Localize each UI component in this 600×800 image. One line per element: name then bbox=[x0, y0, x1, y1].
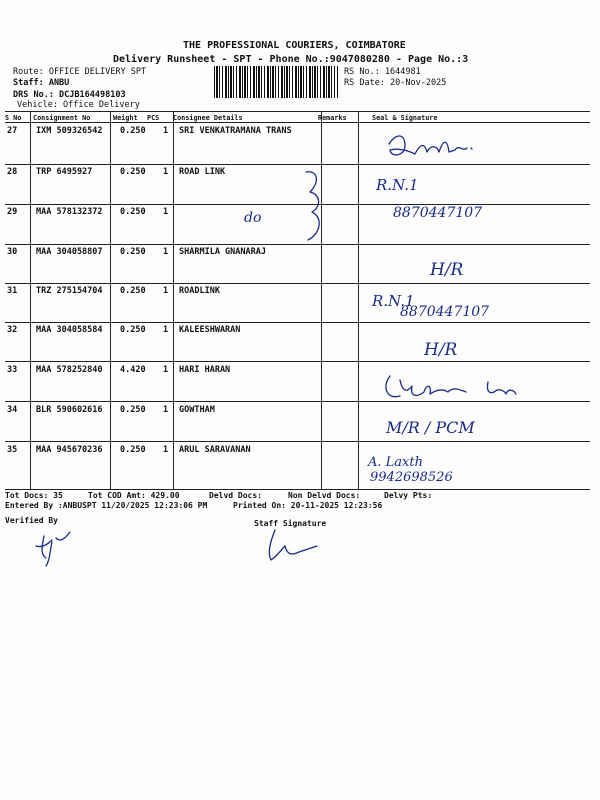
cell-consignee: ROAD LINK bbox=[179, 167, 226, 177]
cell-pcs: 1 bbox=[163, 405, 169, 415]
cell-sno: 31 bbox=[7, 286, 18, 296]
verified-by-signature bbox=[30, 528, 80, 568]
cell-sno: 27 bbox=[7, 126, 18, 136]
cell-consignment: MAA 945670236 bbox=[36, 445, 103, 455]
cell-consignee: ARUL SARAVANAN bbox=[179, 445, 251, 455]
cell-consignment: MAA 578252840 bbox=[36, 365, 103, 375]
table-header-divider bbox=[5, 122, 590, 123]
delivered-docs: Delvd Docs: bbox=[209, 491, 262, 500]
rs-date: RS Date: 20-Nov-2025 bbox=[344, 78, 447, 88]
row-divider bbox=[5, 441, 590, 442]
vehicle-label: Vehicle: Office Delivery bbox=[17, 100, 140, 110]
signature-row-27 bbox=[385, 130, 485, 166]
row-divider bbox=[5, 204, 590, 205]
row-divider bbox=[5, 322, 590, 323]
cell-sno: 32 bbox=[7, 325, 18, 335]
cell-weight: 0.250 bbox=[120, 207, 146, 217]
row-divider bbox=[5, 361, 590, 362]
col-divider bbox=[173, 111, 174, 489]
cell-sno: 30 bbox=[7, 247, 18, 257]
route-label: Route: OFFICE DELIVERY SPT bbox=[13, 67, 147, 77]
cell-weight: 0.250 bbox=[120, 286, 146, 296]
col-divider bbox=[110, 111, 111, 489]
cell-consignment: BLR 590602616 bbox=[36, 405, 103, 415]
cell-weight: 0.250 bbox=[120, 405, 146, 415]
cell-consignee: HARI HARAN bbox=[179, 365, 231, 375]
col-header-seal-signature: Seal & Signature bbox=[372, 114, 438, 122]
cell-pcs: 1 bbox=[163, 365, 169, 375]
document-subtitle: Delivery Runsheet - SPT - Phone No.:9047080280 - Page No.:3 bbox=[113, 54, 469, 65]
cell-weight: 0.250 bbox=[120, 167, 146, 177]
staff-signature-mark bbox=[263, 526, 323, 566]
col-header-sno: S No bbox=[5, 114, 22, 122]
cell-consignment: TRP 6495927 bbox=[36, 167, 93, 177]
cell-consignment: MAA 304058584 bbox=[36, 325, 103, 335]
cell-pcs: 1 bbox=[163, 207, 169, 217]
staff-signature-label: Staff Signature bbox=[254, 519, 327, 528]
table-bottom-border bbox=[5, 489, 590, 490]
cell-sno: 35 bbox=[7, 445, 18, 455]
cell-weight: 0.250 bbox=[120, 325, 146, 335]
total-docs: Tot Docs: 35 bbox=[5, 491, 63, 500]
signature-row-33 bbox=[380, 370, 530, 404]
rs-number: RS No.: 1644981 bbox=[344, 67, 421, 77]
cell-weight: 0.250 bbox=[120, 126, 146, 136]
row-divider bbox=[5, 164, 590, 165]
col-divider bbox=[358, 111, 359, 489]
cell-consignee: ROADLINK bbox=[179, 286, 220, 296]
col-header-pcs: PCS bbox=[147, 114, 160, 122]
cell-pcs: 1 bbox=[163, 126, 169, 136]
handwritten-initials-row-32: H/R bbox=[424, 340, 458, 360]
entered-by: Entered By :ANBUSPT 11/20/2025 12:23:06 PM bbox=[5, 501, 208, 510]
cell-consignment: MAA 578132372 bbox=[36, 207, 103, 217]
staff-label: Staff: ANBU bbox=[13, 78, 70, 88]
bracket-mark bbox=[300, 168, 330, 244]
handwritten-phone-row-35: 9942698526 bbox=[370, 470, 453, 485]
handwritten-ditto-row-29: do bbox=[244, 210, 262, 226]
cell-sno: 29 bbox=[7, 207, 18, 217]
cell-sno: 33 bbox=[7, 365, 18, 375]
handwritten-note-row-31: R.N.1 bbox=[372, 292, 415, 310]
verified-by-label: Verified By bbox=[5, 516, 58, 525]
total-cod-amount: Tot COD Amt: 429.00 bbox=[88, 491, 180, 500]
cell-consignee: KALEESHWARAN bbox=[179, 325, 241, 335]
cell-consignment: IXM 509326542 bbox=[36, 126, 103, 136]
cell-consignee: SHARMILA GNANARAJ bbox=[179, 247, 266, 257]
printed-on: Printed On: 20-11-2025 12:23:56 bbox=[233, 501, 383, 510]
handwritten-note-row-28: R.N.1 bbox=[376, 176, 419, 194]
col-header-weight: Weight bbox=[113, 114, 138, 122]
cell-weight: 4.420 bbox=[120, 365, 146, 375]
col-header-consignee: Consignee Details bbox=[173, 114, 243, 122]
handwritten-phone-row-31: 8870447107 bbox=[400, 304, 490, 320]
cell-pcs: 1 bbox=[163, 325, 169, 335]
table-top-border bbox=[5, 111, 590, 112]
document-title: THE PROFESSIONAL COURIERS, COIMBATORE bbox=[183, 40, 406, 51]
handwritten-initials-row-30: H/R bbox=[430, 260, 464, 280]
delivery-points: Delvy Pts: bbox=[384, 491, 433, 500]
handwritten-name-row-35: A. Laxth bbox=[368, 455, 423, 470]
cell-consignee: GOWTHAM bbox=[179, 405, 215, 415]
col-header-consignment: Consignment No bbox=[33, 114, 91, 122]
cell-consignment: TRZ 275154704 bbox=[36, 286, 103, 296]
handwritten-note-row-34: M/R / PCM bbox=[386, 418, 475, 437]
col-divider bbox=[30, 111, 31, 489]
handwritten-phone-row-28: 8870447107 bbox=[393, 205, 483, 221]
drs-number: DRS No.: DCJB164498103 bbox=[13, 90, 126, 100]
cell-pcs: 1 bbox=[163, 286, 169, 296]
barcode-image bbox=[214, 66, 338, 98]
cell-pcs: 1 bbox=[163, 445, 169, 455]
non-delivered-docs: Non Delvd Docs: bbox=[288, 491, 361, 500]
cell-sno: 34 bbox=[7, 405, 18, 415]
cell-pcs: 1 bbox=[163, 167, 169, 177]
cell-pcs: 1 bbox=[163, 247, 169, 257]
cell-weight: 0.250 bbox=[120, 445, 146, 455]
row-divider bbox=[5, 283, 590, 284]
cell-weight: 0.250 bbox=[120, 247, 146, 257]
col-header-remarks: Remarks bbox=[318, 114, 347, 122]
row-divider bbox=[5, 244, 590, 245]
cell-consignee: SRI VENKATRAMANA TRANS bbox=[179, 126, 292, 136]
cell-sno: 28 bbox=[7, 167, 18, 177]
cell-consignment: MAA 304058807 bbox=[36, 247, 103, 257]
